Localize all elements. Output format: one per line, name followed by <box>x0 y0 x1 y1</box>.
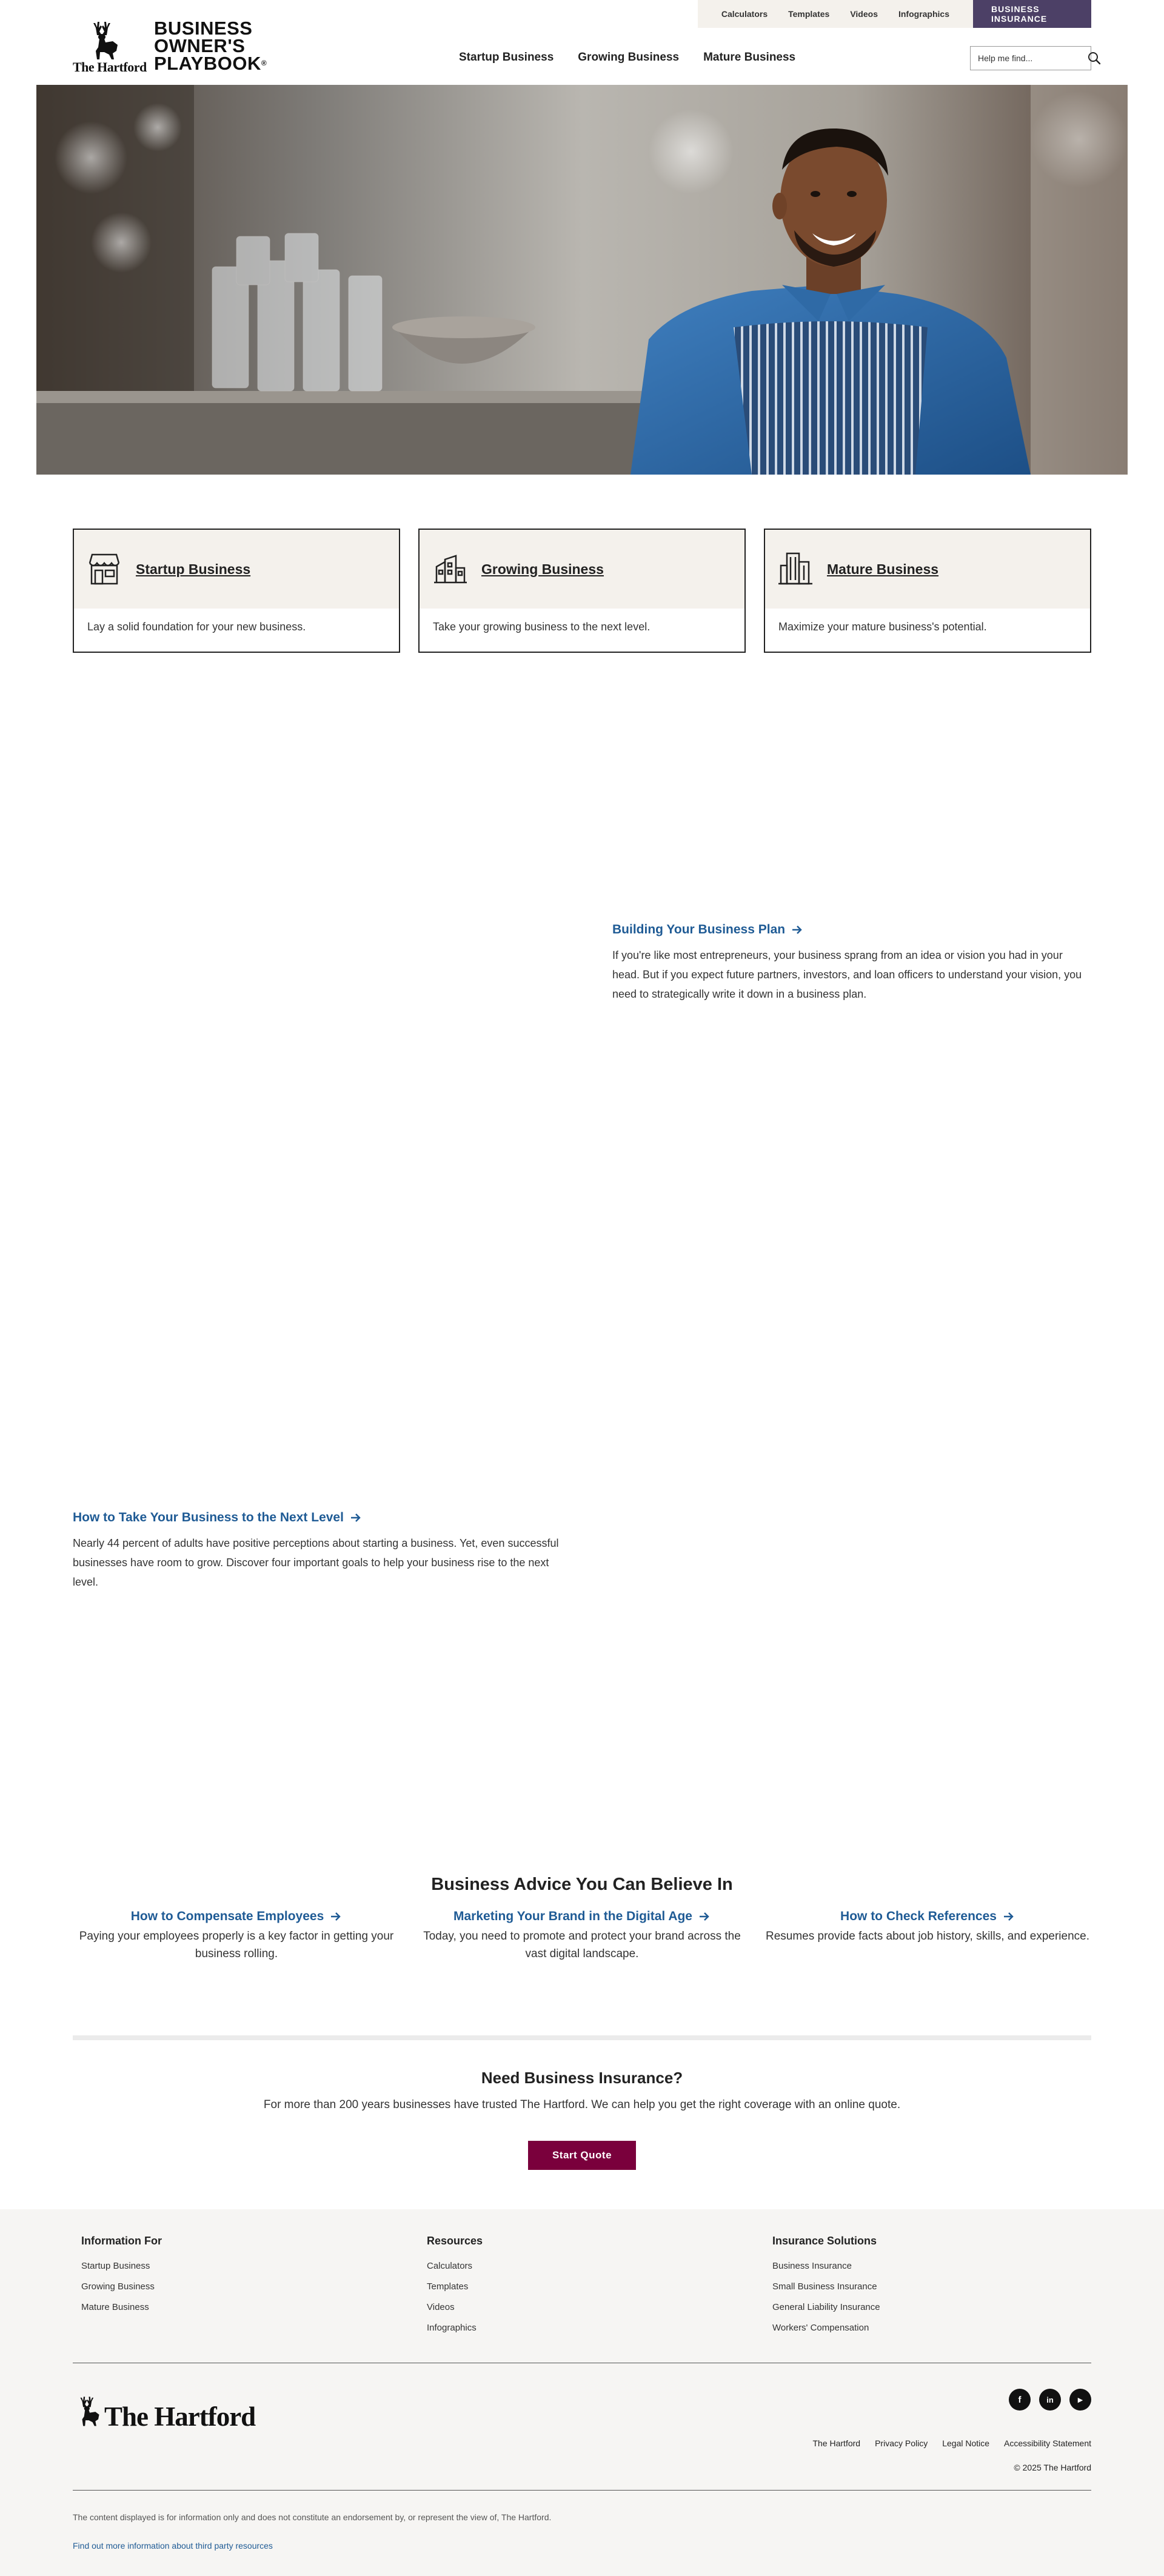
linkedin-icon[interactable]: in <box>1039 2389 1061 2411</box>
nav-mature-business[interactable]: Mature Business <box>703 51 796 64</box>
advice-body: Today, you need to promote and protect your brand across the vast digital landscape. <box>423 1930 741 1960</box>
advice-title-text: Marketing Your Brand in the Digital Age <box>453 1909 692 1923</box>
advice-body: Paying your employees properly is a key factor in getting your business rolling. <box>79 1930 394 1960</box>
footer-link[interactable]: Infographics <box>427 2323 477 2333</box>
advice-title-text: How to Check References <box>840 1909 997 1923</box>
arrow-right-icon <box>330 1911 342 1922</box>
card-description: Maximize your mature business's potential. <box>778 621 987 633</box>
legal-link-notice[interactable]: Legal Notice <box>942 2438 990 2448</box>
advice-item <box>764 1909 1091 1963</box>
arrow-right-icon <box>1003 1911 1015 1922</box>
advice-heading: Business Advice You Can Believe In <box>431 1875 733 1894</box>
legal-link-hartford[interactable]: The Hartford <box>812 2438 861 2448</box>
footer-link[interactable]: Workers' Compensation <box>772 2323 869 2333</box>
search-input[interactable] <box>971 47 1088 70</box>
legal-link-privacy[interactable]: Privacy Policy <box>875 2438 928 2448</box>
nav-startup-business[interactable]: Startup Business <box>459 51 554 64</box>
footer-brand-text: The Hartford <box>104 2401 256 2432</box>
footer-link[interactable]: Calculators <box>427 2261 473 2271</box>
nav-growing-business[interactable]: Growing Business <box>578 51 680 64</box>
utility-bar <box>698 0 1091 28</box>
feature-body: If you're like most entrepreneurs, your business sprang from an idea or vision you had in your head. But if you expect future partners, investors, and loan officers to understand your vision, you need to strategically write it down in a business plan. <box>612 949 1082 1000</box>
footer-column-insurance <box>772 2235 880 2343</box>
third-party-link[interactable]: Find out more information about third party resources <box>73 2541 273 2551</box>
arrow-right-icon <box>791 924 803 935</box>
search-icon <box>1088 52 1101 65</box>
arrow-right-icon <box>350 1512 362 1523</box>
feature-title-text: How to Take Your Business to the Next Level <box>73 1510 344 1524</box>
legal-link-accessibility[interactable]: Accessibility Statement <box>1004 2438 1091 2448</box>
feature-body: Nearly 44 percent of adults have positive perceptions about starting a business. Yet, even successful businesses have room to grow. Discover four important goals to help your business rise to the next level. <box>73 1537 559 1588</box>
stage-cards <box>73 529 1091 653</box>
card-growing-business[interactable] <box>418 529 746 653</box>
start-quote-button[interactable]: Start Quote <box>528 2141 636 2170</box>
footer-column-heading: Insurance Solutions <box>772 2235 877 2247</box>
utility-links <box>698 0 973 28</box>
card-description: Lay a solid foundation for your new business. <box>87 621 306 633</box>
copyright: © 2025 The Hartford <box>1014 2463 1091 2472</box>
advice-item <box>418 1909 746 1963</box>
logo-line-1: BUSINESS <box>154 18 253 39</box>
footer-divider <box>73 2490 1091 2491</box>
storefront-icon <box>86 551 122 587</box>
footer-column-resources <box>427 2235 483 2343</box>
footer-column-heading: Resources <box>427 2235 483 2247</box>
section-divider <box>73 2035 1091 2040</box>
logo-brand-text: The Hartford <box>73 59 147 75</box>
card-header <box>765 530 1090 609</box>
arrow-right-icon <box>698 1911 711 1922</box>
insurance-cta-body: For more than 200 years businesses have trusted The Hartford. We can help you get the right coverage with an online quote. <box>263 2098 901 2111</box>
logo-line-3-text: PLAYBOOK <box>154 53 261 74</box>
footer-logo[interactable] <box>73 2390 267 2432</box>
footer-link[interactable]: Mature Business <box>81 2302 149 2312</box>
logo-playbook-text <box>154 19 267 72</box>
utility-link-templates[interactable]: Templates <box>788 9 830 19</box>
utility-link-calculators[interactable]: Calculators <box>721 9 768 19</box>
youtube-icon[interactable]: ▶ <box>1069 2389 1091 2411</box>
footer-link[interactable]: Videos <box>427 2302 455 2312</box>
footer-link[interactable]: Business Insurance <box>772 2261 852 2271</box>
search-box <box>970 46 1091 70</box>
feature-title-text: Building Your Business Plan <box>612 923 786 936</box>
business-insurance-button[interactable]: BUSINESS INSURANCE <box>973 0 1091 28</box>
search-button[interactable] <box>1088 47 1101 70</box>
footer-link[interactable]: General Liability Insurance <box>772 2302 880 2312</box>
utility-link-infographics[interactable]: Infographics <box>898 9 949 19</box>
logo-line-3 <box>154 55 267 72</box>
advice-body: Resumes provide facts about job history, skills, and experience. <box>765 1930 1090 1943</box>
feature-next-level <box>73 1510 576 1592</box>
disclaimer: The content displayed is for information only and does not constitute an endorsement by, or represent the view of, The Hartford. <box>73 2512 552 2522</box>
card-mature-business[interactable] <box>764 529 1091 653</box>
card-startup-business[interactable] <box>73 529 400 653</box>
feature-business-plan <box>612 923 1091 1004</box>
feature-title-link[interactable] <box>73 1510 576 1525</box>
card-description: Take your growing business to the next level. <box>433 621 651 633</box>
advice-columns <box>73 1909 1091 1963</box>
advice-title-link[interactable] <box>131 1909 343 1924</box>
small-building-icon <box>432 551 468 587</box>
feature-title-link[interactable] <box>612 923 1091 937</box>
hero-photo-illustration <box>36 85 1128 475</box>
social-links <box>1000 2389 1091 2411</box>
facebook-icon[interactable]: f <box>1009 2389 1031 2411</box>
footer-column-information <box>81 2235 162 2323</box>
footer <box>0 2209 1164 2576</box>
advice-title-link[interactable] <box>453 1909 711 1924</box>
stag-icon <box>73 2390 107 2430</box>
logo-line-2: OWNER'S <box>154 35 246 56</box>
advice-title-link[interactable] <box>840 1909 1015 1924</box>
utility-link-videos[interactable]: Videos <box>850 9 878 19</box>
footer-column-heading: Information For <box>81 2235 162 2247</box>
advice-title-text: How to Compensate Employees <box>130 1909 324 1923</box>
main-nav <box>459 51 820 64</box>
advice-item <box>73 1909 400 1963</box>
card-title[interactable]: Growing Business <box>481 561 604 577</box>
card-header <box>74 530 399 609</box>
logo-trademark: ® <box>261 59 267 67</box>
legal-links <box>798 2438 1091 2448</box>
footer-link[interactable]: Growing Business <box>81 2281 155 2292</box>
footer-link[interactable]: Small Business Insurance <box>772 2281 877 2292</box>
site-logo[interactable] <box>73 17 267 74</box>
card-title[interactable]: Mature Business <box>827 561 939 577</box>
skyscraper-icon <box>777 551 814 587</box>
card-header <box>420 530 744 609</box>
stag-icon <box>84 17 127 61</box>
footer-link[interactable]: Startup Business <box>81 2261 150 2271</box>
insurance-cta-heading: Need Business Insurance? <box>481 2069 683 2087</box>
hero-image <box>36 85 1128 475</box>
card-title[interactable]: Startup Business <box>136 561 251 577</box>
footer-link[interactable]: Templates <box>427 2281 469 2292</box>
